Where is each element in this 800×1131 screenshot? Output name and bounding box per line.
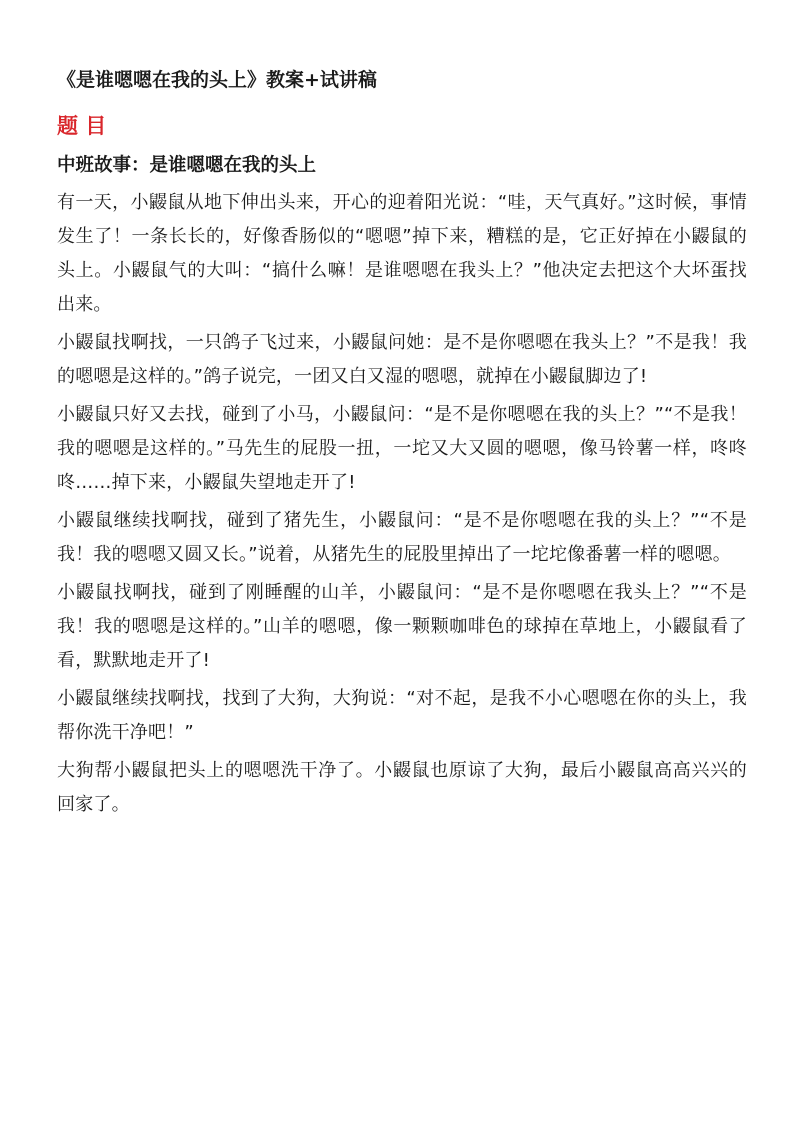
story-paragraph: 大狗帮小鼹鼠把头上的嗯嗯洗干净了。小鼹鼠也原谅了大狗，最后小鼹鼠高高兴兴的回家了。: [57, 760, 747, 815]
story-paragraph: 小鼹鼠找啊找，碰到了刚睡醒的山羊，小鼹鼠问：“是不是你嗯嗯在我头上？”“不是我！我的嗯嗯是这样的。”山羊的嗯嗯，像一颗颗咖啡色的球掉在草地上，小鼹鼠看了看，默默地走开了!: [57, 582, 747, 671]
story-paragraph: 有一天，小鼹鼠从地下伸出头来，开心的迎着阳光说：“哇，天气真好。”这时候，事情发生了！一条长长的，好像香肠似的“嗯嗯”掉下来，糟糕的是，它正好掉在小鼹鼠的头上。小鼹鼠气的大叫：“搞什么嘛！是谁嗯嗯在我头上？”他决定去把这个大坏蛋找出来。: [57, 192, 747, 315]
story-paragraph: 小鼹鼠继续找啊找，找到了大狗，大狗说：“对不起，是我不小心嗯嗯在你的头上，我帮你洗干净吧！”: [57, 688, 747, 743]
document-title: 《是谁嗯嗯在我的头上》教案+试讲稿: [57, 69, 377, 91]
story-paragraph: 小鼹鼠只好又去找，碰到了小马，小鼹鼠问：“是不是你嗯嗯在我的头上？”“不是我！我的嗯嗯是这样的。”马先生的屁股一扭，一坨又大又圆的嗯嗯，像马铃薯一样，咚咚咚……掉下来，小鼹鼠失望地走开了!: [57, 404, 747, 493]
story-paragraph: 小鼹鼠继续找啊找，碰到了猪先生，小鼹鼠问：“是不是你嗯嗯在我的头上？”“不是我！我的嗯嗯又圆又长。”说着，从猪先生的屁股里掉出了一坨坨像番薯一样的嗯嗯。: [57, 510, 747, 565]
section-heading: 题 目: [57, 114, 107, 138]
document-page: [57, 66, 747, 826]
story-paragraph: 小鼹鼠找啊找，一只鸽子飞过来，小鼹鼠问她：是不是你嗯嗯在我头上？”不是我！我的嗯嗯是这样的。”鸽子说完，一团又白又湿的嗯嗯，就掉在小鼹鼠脚边了!: [57, 332, 747, 387]
story-subtitle: 中班故事：是谁嗯嗯在我的头上: [57, 155, 317, 176]
